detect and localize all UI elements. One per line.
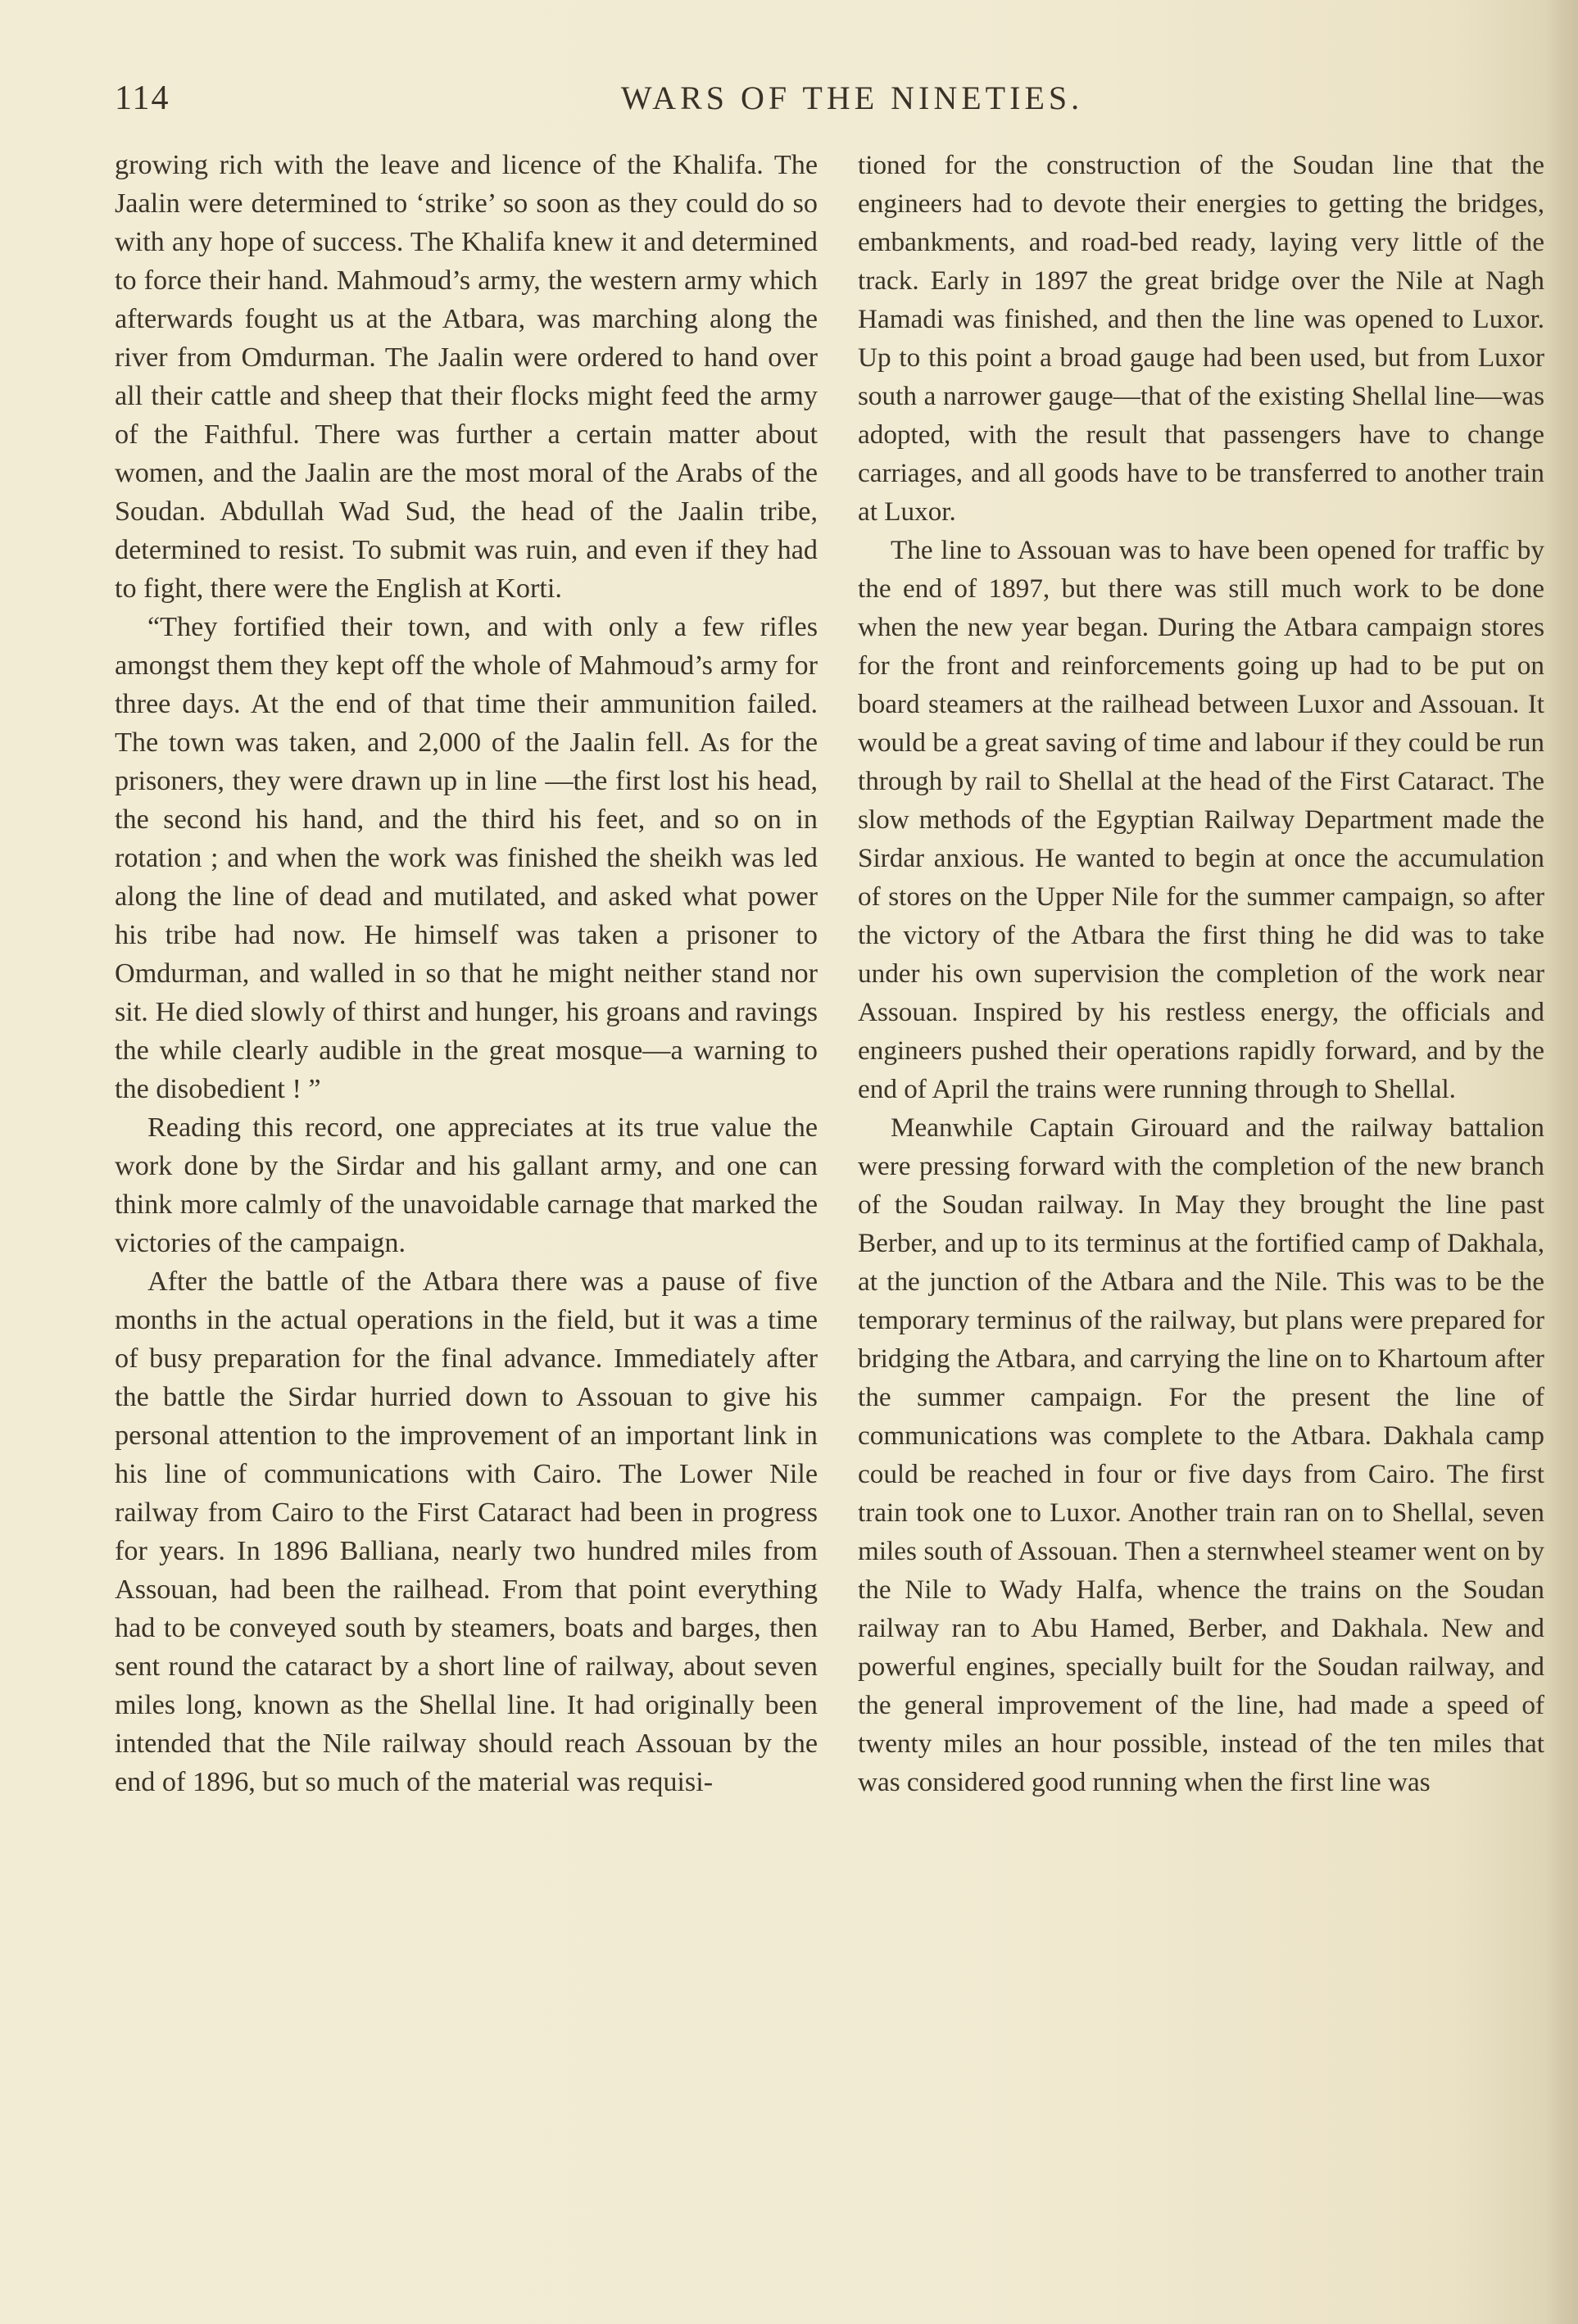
left-column [115,146,818,1801]
left-paragraph-3: Reading this record, one appreciates at its true value the work done by the Sirdar and his gallant army, and one can think more calmly of the unavoidable carnage that marked the victories of the campaign. [115,1112,818,1258]
running-title: WARS OF THE NINETIES. [620,79,1084,116]
page-edge-shadow [1545,0,1578,2324]
left-paragraph-4: After the battle of the Atbara there was a pause of five months in the actual operations in the field, but it was a time of busy preparation for the final advance. Immediately after the battle the Sirdar hurried down to Assouan to give his personal attention to the improvement of an important link in his line of communications with Cairo. The Lower Nile railway from Cairo to the First Cataract had been in progress for years. In 1896 Balliana, nearly two hundred miles from Assouan, had been the railhead. From that point everything had to be conveyed south by steamers, boats and barges, then sent round the cataract by a short line of railway, about seven miles long, known as the Shellal line. It had originally been intended that the Nile railway should reach Assouan by the end of 1896, but so much of the material was requisi- [115,1266,818,1797]
right-paragraph-3: Meanwhile Captain Girouard and the railway battalion were pressing forward with the completion of the new branch of the Soudan railway. In May they brought the line past Berber, and up to its terminus at the fortified camp of Dakhala, at the junction of the Atbara and the Nile. This was to be the temporary terminus of the railway, but plans were prepared for bridging the Atbara, and carrying the line on to Khartoum after the summer campaign. For the present the line of communications was complete to the Atbara. Dakhala camp could be reached in four or five days from Cairo. The first train took one to Luxor. Another train ran on to Shellal, seven miles south of Assouan. Then a sternwheel steamer went on by the Nile to Wady Halfa, whence the trains on the Soudan railway ran to Abu Hamed, Berber, and Dakhala. New and powerful engines, specially built for the Soudan railway, and the general improvement of the line, had made a speed of twenty miles an hour possible, instead of the ten miles that was considered good running when the first line was [858,1112,1544,1797]
right-paragraph-1: tioned for the construction of the Soudan line that the engineers had to devote their energies to getting the bridges, embankments, and road-bed ready, laying very little of the track. Early in 1897 the great bridge over the Nile at Nagh Hamadi was finished, and then the line was opened to Luxor. Up to this point a broad gauge had been used, but from Luxor south a narrower gauge—that of the existing Shellal line—was adopted, with the result that passengers have to change carriages, and all goods have to be transferred to another train at Luxor. [858,150,1544,527]
page-number: 114 [115,79,170,117]
left-paragraph-2: “They fortified their town, and with only a few rifles amongst them they kept off the whole of Mahmoud’s army for three days. At the end of that time their ammunition failed. The town was taken, and 2,000 of the Jaalin fell. As for the prisoners, they were drawn up in line —the first lost his head, the second his hand, and the third his feet, and so on in rotation ; and when the work was finished the sheikh was led along the line of dead and mutilated, and asked what power his tribe had now. He himself was taken a prisoner to Omdurman, and walled in so that he might neither stand nor sit. He died slowly of thirst and hunger, his groans and ravings the while clearly audible in the great mosque—a warning to the disobedient ! ” [115,612,818,1104]
right-paragraph-2: The line to Assouan was to have been opened for traffic by the end of 1897, but there was still much work to be done when the new year began. During the Atbara campaign stores for the front and reinforcements going up had to be put on board steamers at the railhead between Luxor and Assouan. It would be a great saving of time and labour if they could be run through by rail to Shellal at the head of the First Cataract. The slow methods of the Egyptian Railway Department made the Sirdar anxious. He wanted to begin at once the accumulation of stores on the Upper Nile for the summer campaign, so after the victory of the Atbara the first thing he did was to take under his own supervision the completion of the work near Assouan. Inspired by his restless energy, the officials and engineers pushed their operations rapidly forward, and by the end of April the trains were running through to Shellal. [858,535,1544,1104]
right-column [858,146,1544,1801]
page-header [115,79,1540,128]
left-paragraph-1: growing rich with the leave and licence of the Khalifa. The Jaalin were determined to ‘strike’ so soon as they could do so with any hope of success. The Khalifa knew it and determined to force their hand. Mahmoud’s army, the western army which afterwards fought us at the Atbara, was marching along the river from Omdurman. The Jaalin were ordered to hand over all their cattle and sheep that their flocks might feed the army of the Faithful. There was further a certain matter about women, and the Jaalin are the most moral of the Arabs of the Soudan. Abdullah Wad Sud, the head of the Jaalin tribe, determined to resist. To submit was ruin, and even if they had to fight, there were the English at Korti. [115,150,818,604]
